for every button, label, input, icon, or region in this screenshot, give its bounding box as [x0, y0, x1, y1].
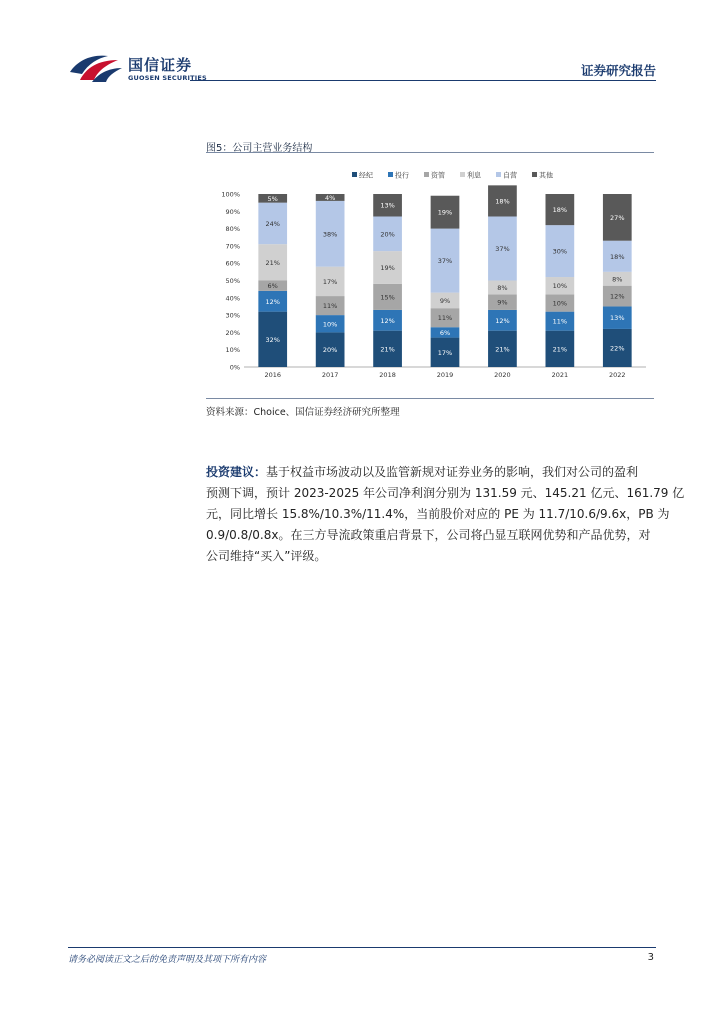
data-label: 20%: [322, 346, 338, 355]
data-label: 19%: [380, 264, 395, 273]
y-tick-label: 0%: [229, 363, 240, 372]
report-type-label: 证券研究报告: [580, 63, 656, 78]
data-label: 12%: [495, 316, 510, 325]
data-label: 10%: [552, 299, 568, 308]
data-label: 12%: [265, 297, 280, 306]
data-label: 18%: [610, 252, 625, 261]
data-label: 21%: [495, 345, 510, 354]
page-number: 3: [647, 952, 654, 963]
investment-advice-lead: 投资建议：: [206, 465, 267, 479]
data-label: 12%: [610, 292, 625, 301]
data-label: 10%: [322, 320, 338, 329]
footer-disclaimer: 请务必阅读正文之后的免责声明及其项下所有内容: [68, 955, 267, 965]
data-label: 21%: [265, 258, 280, 267]
legend-label-3: 利息: [467, 171, 481, 180]
paragraph-line-1-text: 基于权益市场波动以及监管新规对证券业务的影响，我们对公司的盈利: [266, 465, 639, 479]
legend-label-0: 经纪: [359, 171, 373, 180]
x-tick-label: 2016: [264, 371, 281, 379]
data-label: 11%: [322, 302, 338, 311]
data-label: 13%: [610, 314, 625, 323]
data-label: 19%: [437, 208, 453, 217]
data-label: 9%: [497, 298, 508, 307]
data-label: 32%: [265, 335, 280, 344]
legend-label-5: 其他: [539, 171, 553, 180]
stacked-bar-chart: [206, 156, 654, 392]
legend-swatch-2: [424, 172, 429, 177]
data-label: 30%: [552, 247, 568, 256]
x-tick-label: 2019: [436, 371, 454, 379]
y-tick-label: 90%: [225, 207, 240, 216]
data-label: 11%: [552, 317, 568, 326]
data-label: 8%: [497, 283, 508, 292]
y-tick-label: 30%: [225, 311, 240, 320]
data-label: 24%: [265, 219, 280, 228]
page-header: [0, 0, 724, 90]
paragraph-line-1: [206, 462, 658, 483]
data-label: 21%: [380, 345, 395, 354]
logo-chinese-name: 国信证券: [128, 56, 193, 74]
legend-swatch-4: [496, 172, 501, 177]
legend-label-4: 自营: [503, 171, 517, 180]
figure-title: 图5：公司主营业务结构: [206, 143, 313, 154]
legend-swatch-1: [388, 172, 393, 177]
data-label: 18%: [495, 197, 510, 206]
data-label: 5%: [267, 194, 278, 203]
data-label: 13%: [380, 201, 395, 210]
x-tick-label: 2017: [321, 371, 339, 379]
data-label: 17%: [322, 277, 338, 286]
x-tick-label: 2022: [609, 371, 626, 379]
y-tick-label: 80%: [225, 225, 240, 234]
figure-bottom-rule: [206, 398, 654, 399]
x-tick-label: 2020: [494, 371, 511, 379]
data-label: 22%: [610, 344, 625, 353]
figure-top-rule: [206, 152, 654, 153]
business-structure-chart: [206, 156, 654, 392]
data-label: 4%: [324, 193, 336, 202]
data-label: 20%: [380, 230, 395, 239]
data-label: 12%: [380, 316, 395, 325]
y-tick-label: 100%: [221, 190, 240, 199]
data-label: 27%: [610, 213, 625, 222]
legend-swatch-5: [532, 172, 537, 177]
data-label: 17%: [437, 348, 453, 357]
data-label: 6%: [439, 328, 451, 337]
figure-source-note: 资料来源：Choice、国信证券经济研究所整理: [206, 407, 400, 418]
data-label: 10%: [552, 282, 568, 291]
logo-english-name: GUOSEN SECURITIES: [128, 74, 207, 82]
y-tick-label: 70%: [225, 242, 240, 251]
legend-label-1: 投行: [395, 171, 409, 180]
legend-label-2: 资管: [431, 171, 445, 180]
investment-advice-paragraph: [206, 462, 685, 567]
data-label: 37%: [495, 244, 510, 253]
data-label: 37%: [437, 257, 453, 266]
legend-swatch-0: [352, 172, 357, 177]
y-tick-label: 10%: [225, 346, 240, 355]
paragraph-line-3: 元，同比增长 15.8%/10.3%/11.4%，当前股价对应的 PE 为 11.7/10.6/9.6x，PB 为: [206, 507, 670, 521]
y-tick-label: 40%: [225, 294, 240, 303]
data-label: 18%: [552, 206, 568, 215]
data-label: 15%: [380, 293, 395, 302]
paragraph-line-4: 0.9/0.8/0.8x。在三方导流政策重启背景下，公司将凸显互联网优势和产品优势，对: [206, 528, 651, 542]
data-label: 38%: [322, 230, 338, 239]
y-tick-label: 50%: [225, 277, 240, 285]
footer-divider: [68, 947, 656, 948]
guosen-logo: [68, 50, 208, 86]
data-label: 21%: [552, 345, 568, 354]
y-tick-label: 20%: [225, 328, 240, 337]
legend-swatch-3: [460, 172, 465, 177]
x-tick-label: 2021: [551, 371, 569, 379]
paragraph-line-2: 预测下调，预计 2023-2025 年公司净利润分别为 131.59 元、145.21 亿元、161.79 亿: [206, 486, 685, 500]
data-label: 6%: [267, 282, 278, 291]
data-label: 8%: [612, 275, 623, 284]
header-divider: [190, 80, 656, 81]
paragraph-line-5: 公司维持“买入”评级。: [206, 549, 327, 563]
x-tick-label: 2018: [379, 371, 396, 379]
y-tick-label: 60%: [225, 259, 240, 268]
data-label: 9%: [439, 296, 451, 305]
guosen-logo-mark-icon: [68, 50, 124, 84]
data-label: 11%: [437, 314, 453, 323]
